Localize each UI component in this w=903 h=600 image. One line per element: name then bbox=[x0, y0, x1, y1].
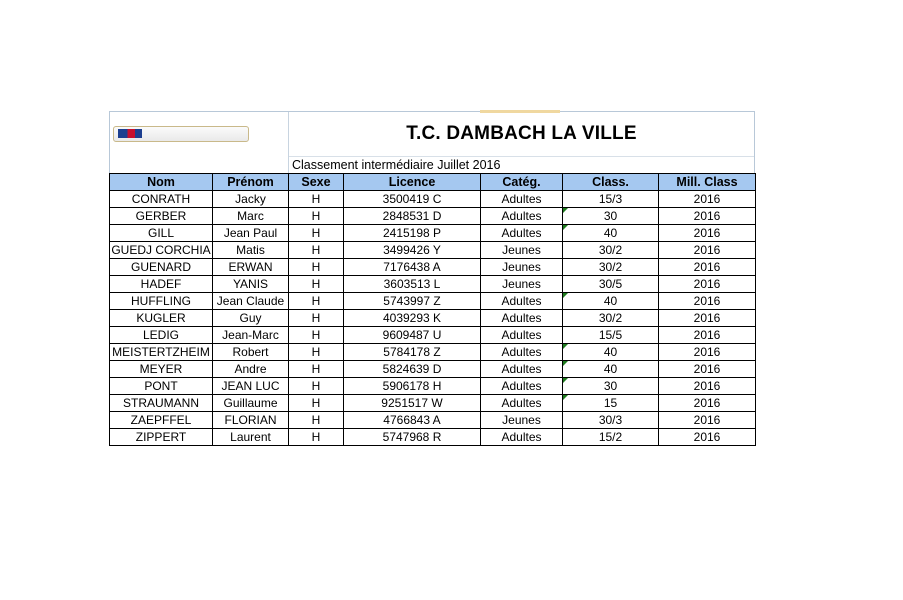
table-row bbox=[110, 429, 756, 446]
prenom-cell[interactable]: JEAN LUC bbox=[213, 378, 289, 395]
column-header[interactable]: Mill. Class bbox=[659, 174, 756, 191]
ranking-table bbox=[109, 173, 756, 446]
millesime-cell[interactable]: 2016 bbox=[659, 293, 756, 310]
classement-cell[interactable]: 40 bbox=[563, 344, 659, 361]
sexe-cell[interactable]: H bbox=[289, 293, 344, 310]
licence-cell[interactable]: 4039293 K bbox=[344, 310, 481, 327]
licence-cell[interactable]: 5906178 H bbox=[344, 378, 481, 395]
licence-cell[interactable]: 2848531 D bbox=[344, 208, 481, 225]
millesime-cell[interactable]: 2016 bbox=[659, 344, 756, 361]
classement-cell[interactable]: 15/3 bbox=[563, 191, 659, 208]
sexe-cell[interactable]: H bbox=[289, 276, 344, 293]
categorie-cell[interactable]: Jeunes bbox=[481, 412, 563, 429]
prenom-cell[interactable]: Andre bbox=[213, 361, 289, 378]
sexe-cell[interactable]: H bbox=[289, 310, 344, 327]
table-row bbox=[110, 293, 756, 310]
prenom-cell[interactable]: Guillaume bbox=[213, 395, 289, 412]
table-row bbox=[110, 276, 756, 293]
millesime-cell[interactable]: 2016 bbox=[659, 191, 756, 208]
column-header[interactable]: Catég. bbox=[481, 174, 563, 191]
licence-cell[interactable]: 5824639 D bbox=[344, 361, 481, 378]
categorie-cell[interactable]: Jeunes bbox=[481, 242, 563, 259]
millesime-cell[interactable]: 2016 bbox=[659, 225, 756, 242]
categorie-cell[interactable]: Adultes bbox=[481, 378, 563, 395]
fft-logo-icon bbox=[118, 129, 142, 138]
prenom-cell[interactable]: YANIS bbox=[213, 276, 289, 293]
sexe-cell[interactable]: H bbox=[289, 361, 344, 378]
sexe-cell[interactable]: H bbox=[289, 429, 344, 446]
millesime-cell[interactable]: 2016 bbox=[659, 361, 756, 378]
table-row bbox=[110, 344, 756, 361]
categorie-cell[interactable]: Adultes bbox=[481, 395, 563, 412]
prenom-cell[interactable]: Robert bbox=[213, 344, 289, 361]
table-row bbox=[110, 310, 756, 327]
millesime-cell[interactable]: 2016 bbox=[659, 242, 756, 259]
nom-cell[interactable]: STRAUMANN bbox=[110, 395, 213, 412]
classement-cell[interactable]: 40 bbox=[563, 361, 659, 378]
sexe-cell[interactable]: H bbox=[289, 225, 344, 242]
millesime-cell[interactable]: 2016 bbox=[659, 259, 756, 276]
millesime-cell[interactable]: 2016 bbox=[659, 395, 756, 412]
table-row bbox=[110, 361, 756, 378]
nom-cell[interactable]: HUFFLING bbox=[110, 293, 213, 310]
categorie-cell[interactable]: Jeunes bbox=[481, 276, 563, 293]
millesime-cell[interactable]: 2016 bbox=[659, 378, 756, 395]
categorie-cell[interactable]: Jeunes bbox=[481, 259, 563, 276]
sexe-cell[interactable]: H bbox=[289, 208, 344, 225]
nom-cell[interactable]: CONRATH bbox=[110, 191, 213, 208]
table-row bbox=[110, 259, 756, 276]
table-row bbox=[110, 208, 756, 225]
categorie-cell[interactable]: Adultes bbox=[481, 191, 563, 208]
table-header-row bbox=[110, 174, 756, 191]
millesime-cell[interactable]: 2016 bbox=[659, 276, 756, 293]
classement-cell[interactable]: 30 bbox=[563, 378, 659, 395]
logo-cell[interactable] bbox=[110, 112, 289, 173]
licence-cell[interactable]: 5747968 R bbox=[344, 429, 481, 446]
table-row bbox=[110, 327, 756, 344]
prenom-cell[interactable]: Jean-Marc bbox=[213, 327, 289, 344]
nom-cell[interactable]: LEDIG bbox=[110, 327, 213, 344]
table-row bbox=[110, 378, 756, 395]
sexe-cell[interactable]: H bbox=[289, 327, 344, 344]
categorie-cell[interactable]: Adultes bbox=[481, 344, 563, 361]
nom-cell[interactable]: PONT bbox=[110, 378, 213, 395]
millesime-cell[interactable]: 2016 bbox=[659, 310, 756, 327]
nom-cell[interactable]: GERBER bbox=[110, 208, 213, 225]
categorie-cell[interactable]: Adultes bbox=[481, 310, 563, 327]
sexe-cell[interactable]: H bbox=[289, 259, 344, 276]
sexe-cell[interactable]: H bbox=[289, 378, 344, 395]
classement-cell[interactable]: 30 bbox=[563, 208, 659, 225]
nom-cell[interactable]: KUGLER bbox=[110, 310, 213, 327]
licence-cell[interactable]: 7176438 A bbox=[344, 259, 481, 276]
categorie-cell[interactable]: Adultes bbox=[481, 361, 563, 378]
prenom-cell[interactable]: Guy bbox=[213, 310, 289, 327]
prenom-cell[interactable]: Laurent bbox=[213, 429, 289, 446]
classement-cell[interactable]: 30/2 bbox=[563, 259, 659, 276]
prenom-cell[interactable]: ERWAN bbox=[213, 259, 289, 276]
classement-cell[interactable]: 15/2 bbox=[563, 429, 659, 446]
classement-cell[interactable]: 30/2 bbox=[563, 310, 659, 327]
title-cell[interactable] bbox=[289, 112, 754, 157]
sexe-cell[interactable]: H bbox=[289, 242, 344, 259]
classement-cell[interactable]: 15/5 bbox=[563, 327, 659, 344]
sexe-cell[interactable]: H bbox=[289, 395, 344, 412]
logo-script bbox=[146, 128, 242, 139]
licence-cell[interactable]: 3500419 C bbox=[344, 191, 481, 208]
page-title: T.C. DAMBACH LA VILLE bbox=[406, 123, 637, 144]
table-row bbox=[110, 242, 756, 259]
column-header[interactable]: Sexe bbox=[289, 174, 344, 191]
classement-cell[interactable]: 15 bbox=[563, 395, 659, 412]
millesime-cell[interactable]: 2016 bbox=[659, 327, 756, 344]
column-header[interactable]: Licence bbox=[344, 174, 481, 191]
nom-cell[interactable]: HADEF bbox=[110, 276, 213, 293]
club-logo bbox=[113, 126, 249, 142]
column-header[interactable]: Nom bbox=[110, 174, 213, 191]
nom-cell[interactable]: ZIPPERT bbox=[110, 429, 213, 446]
nom-cell[interactable]: GUENARD bbox=[110, 259, 213, 276]
table-row bbox=[110, 395, 756, 412]
millesime-cell[interactable]: 2016 bbox=[659, 429, 756, 446]
licence-cell[interactable]: 3499426 Y bbox=[344, 242, 481, 259]
nom-cell[interactable]: MEYER bbox=[110, 361, 213, 378]
sexe-cell[interactable]: H bbox=[289, 191, 344, 208]
spreadsheet bbox=[109, 111, 755, 446]
categorie-cell[interactable]: Adultes bbox=[481, 208, 563, 225]
prenom-cell[interactable]: Jacky bbox=[213, 191, 289, 208]
sexe-cell[interactable]: H bbox=[289, 344, 344, 361]
table-row bbox=[110, 412, 756, 429]
licence-cell[interactable]: 5784178 Z bbox=[344, 344, 481, 361]
categorie-cell[interactable]: Adultes bbox=[481, 327, 563, 344]
nom-cell[interactable]: MEISTERTZHEIM bbox=[110, 344, 213, 361]
millesime-cell[interactable]: 2016 bbox=[659, 412, 756, 429]
column-header[interactable]: Prénom bbox=[213, 174, 289, 191]
table-row bbox=[110, 225, 756, 242]
licence-cell[interactable]: 2415198 P bbox=[344, 225, 481, 242]
column-header[interactable]: Class. bbox=[563, 174, 659, 191]
licence-cell[interactable]: 9251517 W bbox=[344, 395, 481, 412]
classement-cell[interactable]: 30/5 bbox=[563, 276, 659, 293]
sexe-cell[interactable]: H bbox=[289, 412, 344, 429]
licence-cell[interactable]: 9609487 U bbox=[344, 327, 481, 344]
licence-cell[interactable]: 3603513 L bbox=[344, 276, 481, 293]
prenom-cell[interactable]: Matis bbox=[213, 242, 289, 259]
prenom-cell[interactable]: FLORIAN bbox=[213, 412, 289, 429]
classement-cell[interactable]: 30/2 bbox=[563, 242, 659, 259]
nom-cell[interactable]: GUEDJ CORCHIA bbox=[111, 243, 211, 257]
millesime-cell[interactable]: 2016 bbox=[659, 208, 756, 225]
classement-cell[interactable]: 40 bbox=[563, 225, 659, 242]
categorie-cell[interactable]: Adultes bbox=[481, 225, 563, 242]
categorie-cell[interactable]: Adultes bbox=[481, 293, 563, 310]
licence-cell[interactable]: 5743997 Z bbox=[344, 293, 481, 310]
page-subtitle[interactable]: Classement intermédiaire Juillet 2016 bbox=[292, 158, 501, 172]
table-body bbox=[110, 191, 756, 446]
sheet-header bbox=[109, 111, 755, 173]
prenom-cell[interactable]: Marc bbox=[213, 208, 289, 225]
table-row bbox=[110, 191, 756, 208]
classement-cell[interactable]: 30/3 bbox=[563, 412, 659, 429]
licence-cell[interactable]: 4766843 A bbox=[344, 412, 481, 429]
nom-cell[interactable]: ZAEPFFEL bbox=[110, 412, 213, 429]
nom-cell[interactable]: GILL bbox=[110, 225, 213, 242]
classement-cell[interactable]: 40 bbox=[563, 293, 659, 310]
prenom-cell[interactable]: Jean Claude bbox=[213, 293, 289, 310]
categorie-cell[interactable]: Adultes bbox=[481, 429, 563, 446]
prenom-cell[interactable]: Jean Paul bbox=[213, 225, 289, 242]
